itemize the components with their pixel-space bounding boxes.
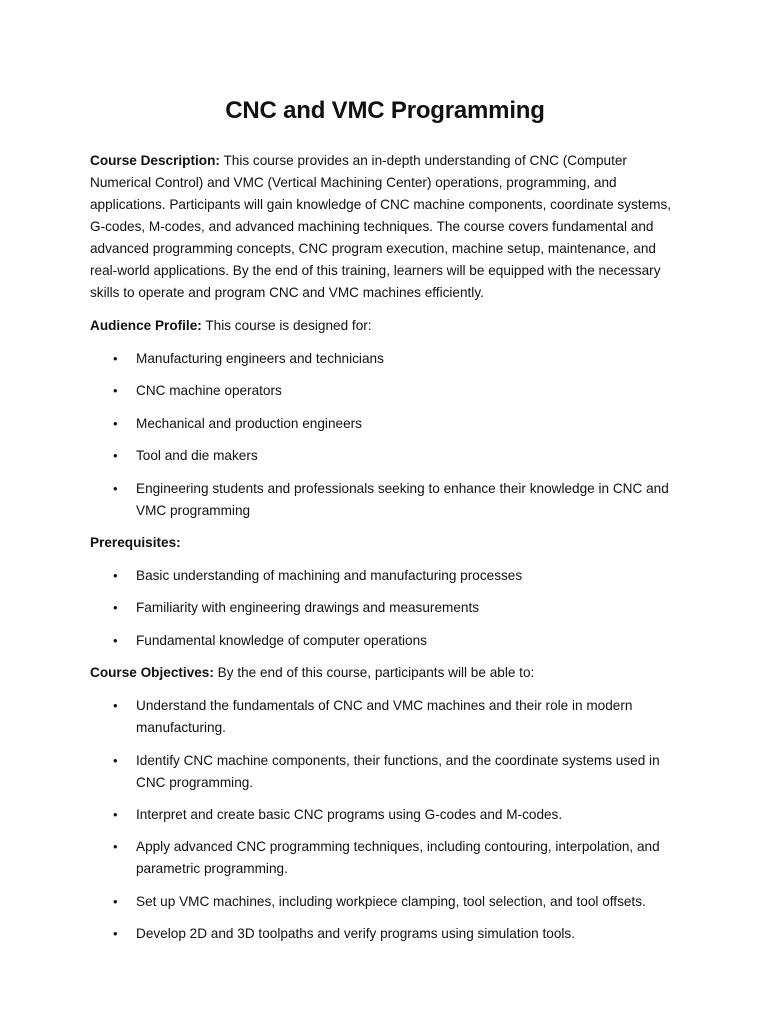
bullet-icon: • [113,926,118,942]
bullet-icon: • [113,839,118,855]
bullet-icon: • [113,632,118,648]
course-objectives-label: Course Objectives: [90,665,214,681]
course-objectives [90,662,680,684]
bullet-icon: • [113,383,118,399]
prerequisites-list [90,565,680,652]
list-item-text: Manufacturing engineers and technicians [136,351,384,366]
list-item-text: Fundamental knowledge of computer operations [136,632,427,648]
list-item-text: CNC machine operators [136,383,282,399]
bullet-icon: • [113,351,118,366]
bullet-icon: • [113,480,118,496]
list-item-text: Understand the fundamentals of CNC and VMC machines and their role in modern manufacturing. [136,698,633,736]
page-title: CNC and VMC Programming [225,97,545,124]
list-item [90,348,680,370]
bullet-icon: • [113,806,118,822]
bullet-icon: • [113,752,118,768]
audience-list [90,348,680,522]
bullet-icon: • [113,448,118,464]
list-item [90,413,680,435]
bullet-icon: • [113,600,118,616]
list-item-text: Basic understanding of machining and manufacturing processes [136,567,523,583]
list-item [90,695,680,739]
list-item [90,923,680,945]
course-description-text: This course provides an in-depth understanding of CNC (Computer Numerical Control) and VMC (Vertical Machining Center) operations, programming, and applications. Participants will gain knowledge of CNC machine components, coordinate systems, G-codes, M-codes, and advanced machining techniques. The course covers fundamental and advanced programming concepts, CNC program execution, machine setup, maintenance, and real-world applications. By the end of this training, learners will be equipped with the necessary skills to operate and program CNC and VMC machines efficiently. [90,153,672,300]
list-item [90,804,680,826]
list-item [90,478,680,522]
list-item [90,630,680,652]
list-item-text: Develop 2D and 3D toolpaths and verify programs using simulation tools. [136,926,576,942]
list-item-text: Tool and die makers [136,448,258,464]
list-item [90,380,680,402]
list-item [90,565,680,587]
audience-profile [90,315,680,337]
list-item-text: Mechanical and production engineers [136,415,362,431]
objectives-list [90,695,680,945]
list-item [90,891,680,913]
bullet-icon: • [113,698,118,714]
bullet-icon: • [113,415,118,431]
audience-profile-text: This course is designed for: [201,318,372,333]
list-item-text: Interpret and create basic CNC programs using G-codes and M-codes. [136,806,563,822]
list-item [90,836,680,880]
bullet-icon: • [113,567,118,583]
list-item-text: Identify CNC machine components, their functions, and the coordinate systems used in CNC programming. [136,752,660,790]
list-item-text: Apply advanced CNC programming techniques, including contouring, interpolation, and parametric programming. [136,839,660,877]
prerequisites-label: Prerequisites: [90,534,181,550]
prerequisites-heading [90,532,680,554]
bullet-icon: • [113,893,118,909]
course-objectives-text: By the end of this course, participants will be able to: [213,665,535,681]
audience-profile-label: Audience Profile: [90,318,202,333]
course-description [90,150,680,304]
course-description-label: Course Description: [90,153,220,168]
list-item-text: Set up VMC machines, including workpiece clamping, tool selection, and tool offsets. [136,893,646,909]
list-item [90,445,680,467]
list-item-text: Engineering students and professionals seeking to enhance their knowledge in CNC and VMC programming [136,480,669,518]
list-item [90,597,680,619]
list-item [90,750,680,794]
list-item-text: Familiarity with engineering drawings and measurements [136,600,480,616]
